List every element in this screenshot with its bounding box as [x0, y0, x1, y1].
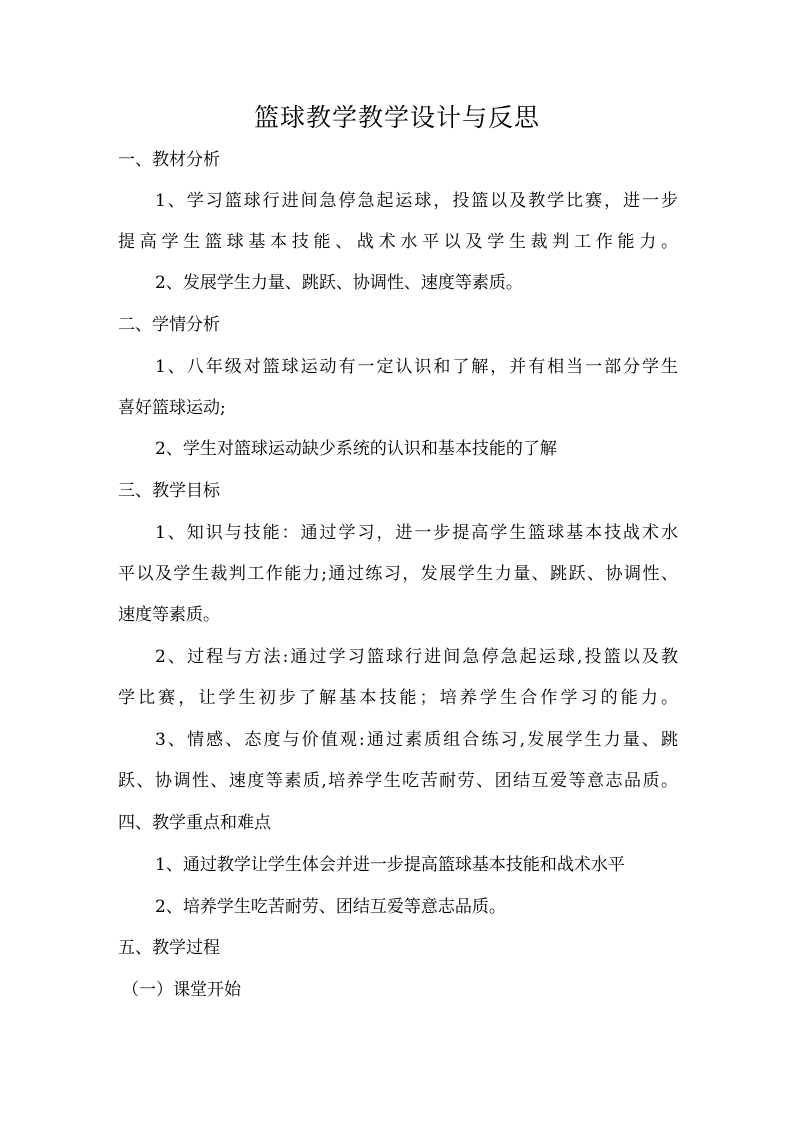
section-heading-process: 五、教学过程	[118, 938, 220, 958]
paragraph-line: 2、学生对篮球运动缺少系统的认识和基本技能的了解	[155, 439, 557, 459]
paragraph-line: 1、通过教学让学生体会并进一步提高篮球基本技能和战术水平	[155, 855, 625, 875]
section-heading-students: 二、学情分析	[118, 315, 220, 335]
subsection-heading: （一）课堂开始	[122, 980, 241, 1000]
paragraph-line: 1、学习篮球行进间急停急起运球，投篮以及教学比赛，进一步	[155, 191, 678, 211]
paragraph-line: 1、知识与技能：通过学习，进一步提高学生篮球基本技战术水	[155, 523, 678, 543]
paragraph-line: 2、过程与方法:通过学习篮球行进间急停急起运球,投篮以及教	[155, 647, 678, 667]
paragraph-line: 喜好篮球运动;	[118, 398, 226, 418]
paragraph-line: 平以及学生裁判工作能力;通过练习，发展学生力量、跳跃、协调性、	[118, 564, 678, 584]
paragraph-line: 1、八年级对篮球运动有一定认识和了解，并有相当一部分学生	[155, 357, 678, 377]
section-heading-key-points: 四、教学重点和难点	[118, 813, 271, 833]
paragraph-line: 3、情感、态度与价值观:通过素质组合练习,发展学生力量、跳	[155, 730, 678, 750]
paragraph-line: 提高学生篮球基本技能、战术水平以及学生裁判工作能力。	[118, 232, 678, 252]
paragraph-line: 2、培养学生吃苦耐劳、团结互爱等意志品质。	[155, 897, 506, 917]
document-title: 篮球教学教学设计与反思	[253, 103, 540, 132]
paragraph-line: 2、发展学生力量、跳跃、协调性、速度等素质。	[155, 273, 523, 293]
paragraph-line: 学比赛，让学生初步了解基本技能；培养学生合作学习的能力。	[118, 688, 678, 708]
paragraph-line: 速度等素质。	[118, 605, 220, 625]
section-heading-materials: 一、教材分析	[118, 150, 220, 170]
section-heading-objectives: 三、教学目标	[118, 481, 220, 501]
paragraph-line: 跃、协调性、速度等素质,培养学生吃苦耐劳、团结互爱等意志品质。	[118, 771, 678, 791]
